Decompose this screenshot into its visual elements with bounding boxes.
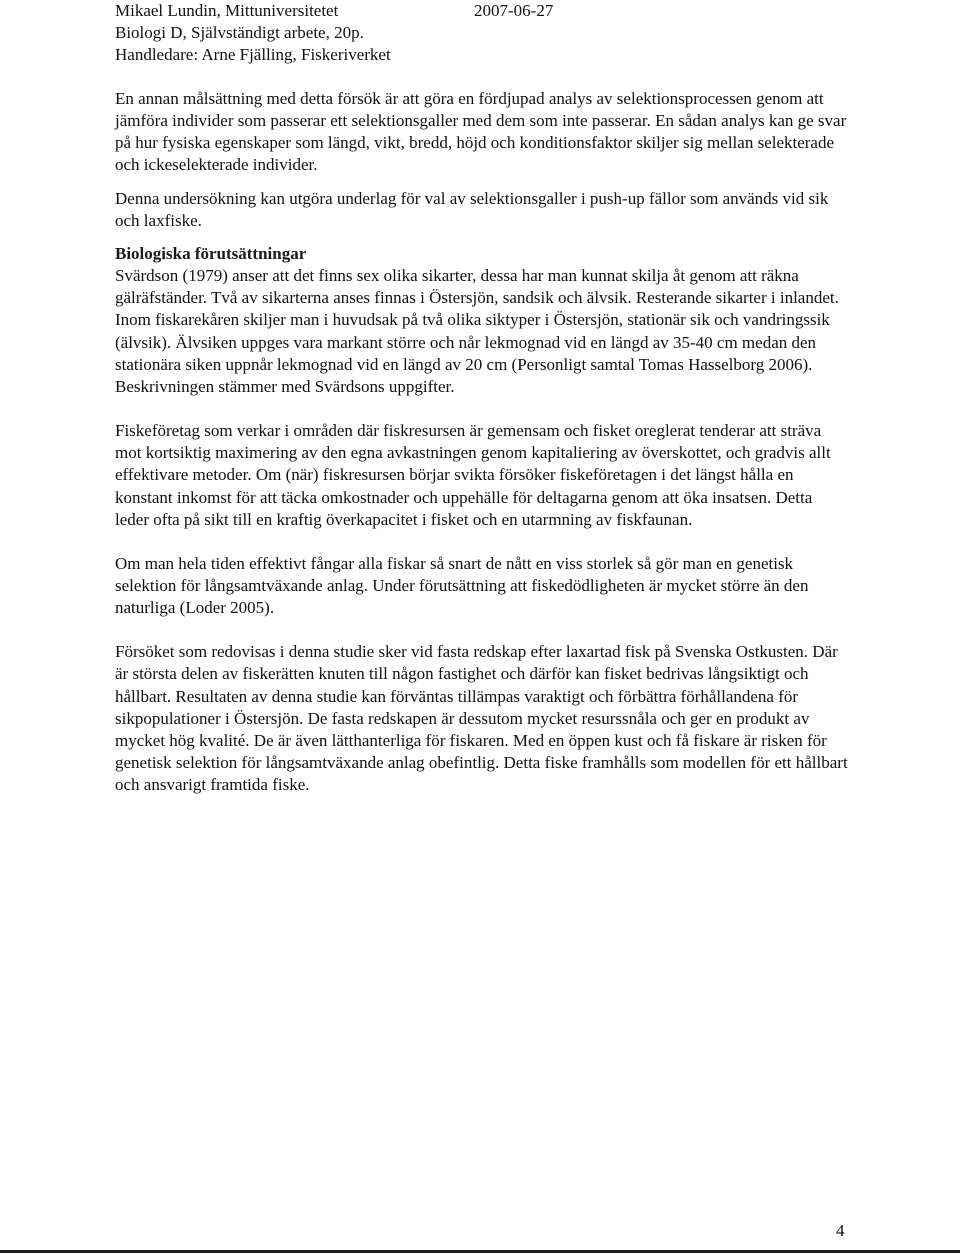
paragraph-fishing-companies: Fiskeföretag som verkar i områden där fiskresursen är gemensam och fisket oreglerat tenderar att sträva mot kortsiktig maximering av den egna avkastningen genom kapitaliering av överskottet, och gradvis allt effektivare metoder. Om (när) fiskresursen börjar svikta försöker fiskeföretagen i det längst hålla en konstant inkomst för att täcka omkostnader och uppehälle för deltagarna genom att öka insatsen. Detta leder ofta på sikt till en kraftig överkapacitet i fisket och en utarmning av fiskfaunan. <box>115 421 831 529</box>
section-heading: Biologiska förutsättningar <box>115 243 307 263</box>
paragraph-selection-analysis: En annan målsättning med detta försök är att göra en fördjupad analys av selektionsprocessen genom att jämföra individer som passerar ett selektionsgaller med dem som inte passerar. En sådan analys kan ge svar på hur fysiska egenskaper som längd, vikt, bredd, höjd och konditionsfaktor skiljer sig mellan selekterade och ickeselekterade individer. <box>115 89 847 175</box>
footer-divider <box>0 1250 960 1253</box>
paragraph-study-gear: Försöket som redovisas i denna studie sker vid fasta redskap efter laxartad fisk på Svenska Ostkusten. Där är största delen av fiskerätten knuten till någon fastighet och därför kan fisket bedrivas långsiktigt och hållbart. Resultaten av denna studie kan förväntas tillämpas varaktigt och förbättra förhållandena för sikpopulationer i Östersjön. De fasta redskapen är dessutom mycket resurssnåla och ger en produkt av mycket hög kvalité. De är även lätthanterliga för fiskaren. Med en öppen kust och få fiskare är risken för genetisk selektion för långsamtväxande anlag obefintlig. Detta fiske framhålls som modellen för ett hållbart och ansvarigt framtida fiske. <box>115 642 848 795</box>
header-supervisor: Handledare: Arne Fjälling, Fiskeriverket <box>115 45 391 64</box>
header-date: 2007-06-27 <box>474 1 554 20</box>
page-header <box>115 0 875 66</box>
header-row-1 <box>115 0 875 22</box>
document-body <box>115 88 850 796</box>
paragraph-push-up-traps: Denna undersökning kan utgöra underlag för val av selektionsgaller i push-up fällor som används vid sik och laxfiske. <box>115 188 829 230</box>
header-author: Mikael Lundin, Mittuniversitetet <box>115 1 339 20</box>
header-course: Biologi D, Självständigt arbete, 20p. <box>115 23 364 42</box>
paragraph-genetic-selection: Om man hela tiden effektivt fångar alla fiskar så snart de nått en viss storlek så gör man en genetisk selektion för långsamtväxande anlag. Under förutsättning att fiskedödligheten är mycket större än den naturliga (Loder 2005). <box>115 553 809 618</box>
paragraph-whitefish-species: Svärdson (1979) anser att det finns sex olika sikarter, dessa har man kunnat skilja åt genom att räkna gälräfständer. Två av sikarterna anses finnas i Östersjön, sandsik och älvsik. Resterande sikarter i inlandet. Inom fiskarekåren skiljer man i huvudsak på två olika siktyper i Östersjön, stationär sik och vandringssik (älvsik). Älvsiken uppges vara markant större och når lekmognad vid en längd av 35-40 cm medan den stationära siken uppnår lekmognad vid en längd av 20 cm (Personligt samtal Tomas Hasselborg 2006). Beskrivningen stämmer med Svärdsons uppgifter. <box>115 266 839 396</box>
page-number: 4 <box>836 1221 845 1240</box>
